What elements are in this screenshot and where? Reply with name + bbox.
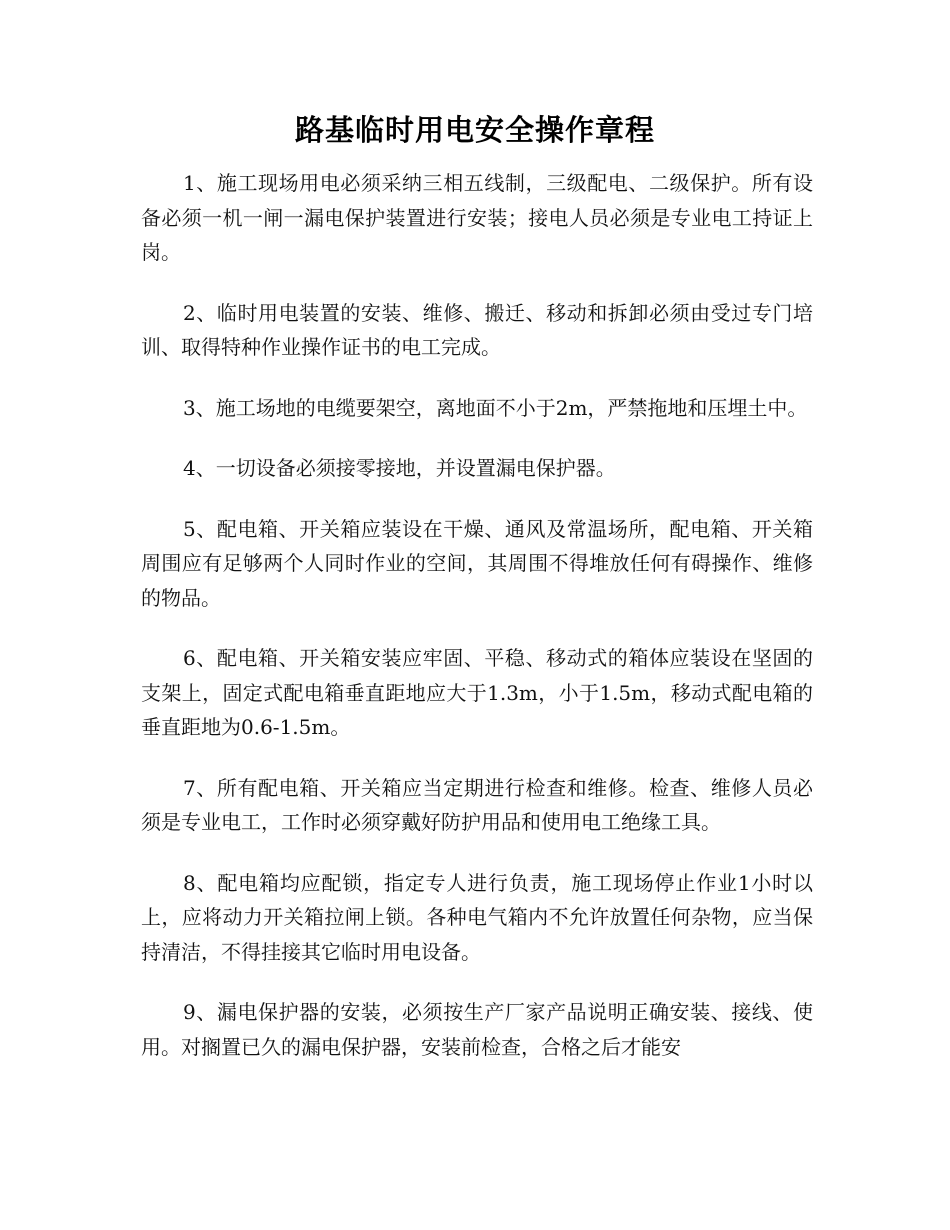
document-body [141,166,813,1090]
paragraph-7: 7、所有配电箱、开关箱应当定期进行检查和维修。检查、维修人员必须是专业电工，工作时必须穿戴好防护用品和使用电工绝缘工具。 [141,775,813,834]
paragraph-4: 4、一切设备必须接零接地，并设置漏电保护器。 [183,456,616,480]
document-title: 路基临时用电安全操作章程 [294,113,655,147]
paragraph-3: 3、施工场地的电缆要架空，离地面不小于2m，严禁拖地和压埋土中。 [183,395,808,420]
paragraph-6: 6、配电箱、开关箱安装应牢固、平稳、移动式的箱体应装设在坚固的支架上，固定式配电箱垂直距地应大于1.3m，小于1.5m，移动式配电箱的垂直距地为0.6-1.5m。 [141,646,813,739]
paragraph-5: 5、配电箱、开关箱应装设在干燥、通风及常温场所，配电箱、开关箱周围应有足够两个人同时作业的空间，其周围不得堆放任何有碍操作、维修的物品。 [141,516,813,610]
paragraph-9: 9、漏电保护器的安装，必须按生产厂家产品说明正确安装、接线、使用。对搁置已久的漏电保护器，安装前检查，合格之后才能安 [141,1000,813,1059]
paragraph-2: 2、临时用电装置的安装、维修、搬迁、移动和拆卸必须由受过专门培训、取得特种作业操作证书的电工完成。 [141,300,813,359]
paragraph-8: 8、配电箱均应配锁，指定专人进行负责，施工现场停止作业1小时以上，应将动力开关箱拉闸上锁。各种电气箱内不允许放置任何杂物，应当保持清洁，不得挂接其它临时用电设备。 [141,870,813,964]
paragraph-1: 1、施工现场用电必须采纳三相五线制，三级配电、二级保护。所有设备必须一机一闸一漏电保护装置进行安装；接电人员必须是专业电工持证上岗。 [141,171,813,264]
